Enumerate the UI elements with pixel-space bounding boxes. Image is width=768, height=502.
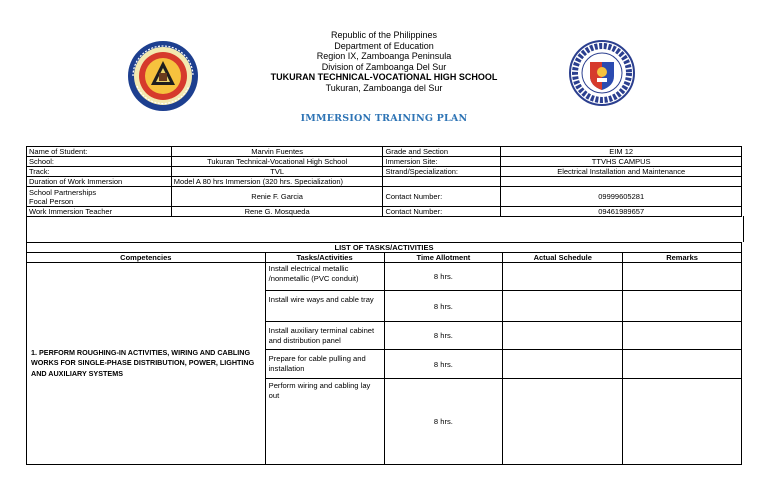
header-line-division: Division of Zamboanga Del Sur [321, 61, 447, 72]
tasks-title: LIST OF TASKS/ACTIVITIES [27, 243, 742, 253]
contact1-label: Contact Number: [383, 187, 501, 207]
duration-empty-1 [383, 177, 501, 187]
competency-cell: 1. PERFORM ROUGHING-IN ACTIVITIES, WIRING AND CABLING WORKS FOR SINGLE-PHASE DISTRIBUTION, POWER, LIGHTING AND AUXILIARY SYSTEMS [27, 263, 266, 465]
info-row-school [27, 157, 742, 167]
plan-title: IMMERSION TRAINING PLAN [300, 113, 468, 124]
strand-label: Strand/Specialization: [383, 167, 501, 177]
track-value: TVL [171, 167, 383, 177]
duration-value: Model A 80 hrs Immersion (320 hrs. Specialization) [171, 177, 383, 187]
remarks-cell [623, 379, 742, 465]
schedule-cell [503, 263, 623, 291]
header-line-region: Region IX, Zamboanga Peninsula [316, 51, 452, 62]
duration-label: Duration of Work Immersion [27, 177, 172, 187]
grade-value: EIM 12 [501, 147, 742, 157]
grade-label: Grade and Section [383, 147, 501, 157]
school-label: School: [27, 157, 172, 167]
spacer-box [26, 216, 744, 242]
col-competencies: Competencies [27, 253, 266, 263]
tasks-table [26, 242, 742, 465]
col-time-allotment: Time Allotment [384, 253, 503, 263]
remarks-cell [623, 322, 742, 350]
time-cell: 8 hrs. [384, 350, 503, 379]
info-row-track [27, 167, 742, 177]
remarks-cell [623, 350, 742, 379]
contact1-value: 09999605281 [501, 187, 742, 207]
task-cell: Install electrical metallic /nonmetallic (PVC conduit) [265, 263, 384, 291]
contact2-label: Contact Number: [383, 207, 501, 217]
school-value: Tukuran Technical-Vocational High School [171, 157, 383, 167]
site-value: TTVHS CAMPUS [501, 157, 742, 167]
duration-empty-2 [501, 177, 742, 187]
header-school-name: TUKURAN TECHNICAL-VOCATIONAL HIGH SCHOOL [270, 72, 498, 83]
student-label: Name of Student: [27, 147, 172, 157]
col-actual-schedule: Actual Schedule [503, 253, 623, 263]
track-label: Track: [27, 167, 172, 177]
header-line-department: Department of Education [334, 40, 434, 51]
time-cell: 8 hrs. [384, 291, 503, 322]
table-row [27, 263, 742, 291]
info-row-partnership [27, 187, 742, 207]
schedule-cell [503, 350, 623, 379]
info-row-duration [27, 177, 742, 187]
remarks-cell [623, 291, 742, 322]
schedule-cell [503, 291, 623, 322]
info-row-teacher [27, 207, 742, 217]
header-line-republic: Republic of the Philippines [330, 30, 438, 40]
time-cell: 8 hrs. [384, 263, 503, 291]
contact2-value: 09461989657 [501, 207, 742, 217]
student-info-table [26, 146, 742, 217]
info-row-student [27, 147, 742, 157]
schedule-cell [503, 379, 623, 465]
task-cell: Install auxiliary terminal cabinet and distribution panel [265, 322, 384, 350]
tasks-title-row [27, 243, 742, 253]
tasks-header-row [27, 253, 742, 263]
strand-value: Electrical Installation and Maintenance [501, 167, 742, 177]
col-remarks: Remarks [623, 253, 742, 263]
partnership-label-line1: School Partnerships [29, 187, 97, 197]
teacher-label: Work Immersion Teacher [27, 207, 172, 217]
time-cell: 8 hrs. [384, 322, 503, 350]
school-seal-icon [127, 40, 199, 112]
deped-seal-icon [566, 40, 638, 106]
task-cell: Install wire ways and cable tray [265, 291, 384, 322]
partnership-value: Renie F. Garcia [171, 187, 383, 207]
partnership-label [27, 187, 172, 207]
student-value: Marvin Fuentes [171, 147, 383, 157]
header-address: Tukuran, Zamboanga del Sur [325, 82, 443, 93]
partnership-label-line2: Focal Person [29, 196, 74, 206]
col-tasks: Tasks/Activities [265, 253, 384, 263]
document-header [0, 30, 768, 94]
schedule-cell [503, 322, 623, 350]
time-cell: 8 hrs. [384, 379, 503, 465]
site-label: Immersion Site: [383, 157, 501, 167]
teacher-value: Rene G. Mosqueda [171, 207, 383, 217]
task-cell: Prepare for cable pulling and installation [265, 350, 384, 379]
remarks-cell [623, 263, 742, 291]
task-cell: Perform wiring and cabling lay out [265, 379, 384, 465]
